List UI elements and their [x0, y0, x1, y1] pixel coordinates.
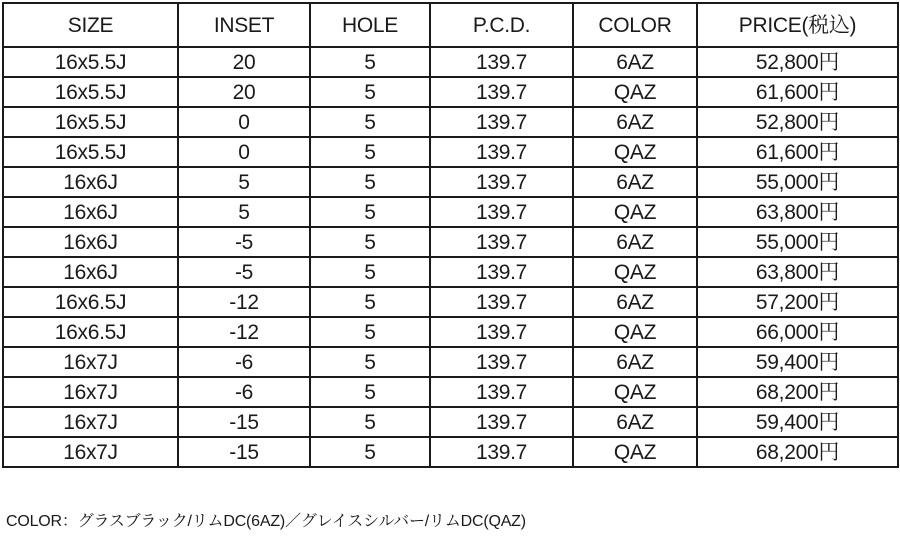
inset-cell: 20: [178, 77, 310, 107]
color-footnote: COLOR：グラスブラック/リムDC(6AZ)／グレイスシルバー/リムDC(QAZ): [6, 513, 526, 530]
hole-cell: 5: [310, 47, 430, 77]
header-pcd: P.C.D.: [430, 3, 573, 47]
color-cell: 6AZ: [573, 347, 697, 377]
inset-cell: -6: [178, 347, 310, 377]
hole-cell: 5: [310, 107, 430, 137]
price-cell: 52,800円: [697, 47, 898, 77]
color-cell: 6AZ: [573, 227, 697, 257]
price-cell: 59,400円: [697, 407, 898, 437]
table-row: [3, 347, 898, 377]
table-header-row: [3, 3, 898, 47]
inset-cell: -15: [178, 437, 310, 467]
size-cell: 16x6.5J: [3, 287, 178, 317]
pcd-cell: 139.7: [430, 377, 573, 407]
price-cell: 63,800円: [697, 197, 898, 227]
color-cell: QAZ: [573, 257, 697, 287]
hole-cell: 5: [310, 137, 430, 167]
inset-cell: -5: [178, 257, 310, 287]
table-row: [3, 107, 898, 137]
inset-cell: 20: [178, 47, 310, 77]
inset-cell: -12: [178, 287, 310, 317]
color-cell: QAZ: [573, 77, 697, 107]
size-cell: 16x7J: [3, 347, 178, 377]
price-cell: 59,400円: [697, 347, 898, 377]
inset-cell: -15: [178, 407, 310, 437]
price-cell: 66,000円: [697, 317, 898, 347]
inset-cell: 5: [178, 167, 310, 197]
inset-cell: -5: [178, 227, 310, 257]
hole-cell: 5: [310, 287, 430, 317]
hole-cell: 5: [310, 347, 430, 377]
table-row: [3, 377, 898, 407]
hole-cell: 5: [310, 317, 430, 347]
pcd-cell: 139.7: [430, 77, 573, 107]
size-cell: 16x5.5J: [3, 107, 178, 137]
price-cell: 55,000円: [697, 227, 898, 257]
table-row: [3, 77, 898, 107]
header-size: SIZE: [3, 3, 178, 47]
color-cell: 6AZ: [573, 407, 697, 437]
size-cell: 16x6J: [3, 257, 178, 287]
header-color: COLOR: [573, 3, 697, 47]
size-cell: 16x6J: [3, 227, 178, 257]
header-hole: HOLE: [310, 3, 430, 47]
color-cell: QAZ: [573, 197, 697, 227]
table-row: [3, 287, 898, 317]
color-cell: QAZ: [573, 317, 697, 347]
hole-cell: 5: [310, 257, 430, 287]
table-row: [3, 437, 898, 467]
inset-cell: 0: [178, 107, 310, 137]
price-cell: 63,800円: [697, 257, 898, 287]
table-row: [3, 137, 898, 167]
header-inset: INSET: [178, 3, 310, 47]
price-cell: 57,200円: [697, 287, 898, 317]
price-cell: 68,200円: [697, 437, 898, 467]
size-cell: 16x7J: [3, 377, 178, 407]
size-cell: 16x5.5J: [3, 77, 178, 107]
size-cell: 16x6J: [3, 197, 178, 227]
price-cell: 61,600円: [697, 137, 898, 167]
color-cell: QAZ: [573, 437, 697, 467]
color-cell: 6AZ: [573, 47, 697, 77]
pcd-cell: 139.7: [430, 197, 573, 227]
hole-cell: 5: [310, 377, 430, 407]
table-row: [3, 227, 898, 257]
color-cell: 6AZ: [573, 287, 697, 317]
price-cell: 68,200円: [697, 377, 898, 407]
price-cell: 55,000円: [697, 167, 898, 197]
hole-cell: 5: [310, 77, 430, 107]
table-row: [3, 167, 898, 197]
size-cell: 16x6.5J: [3, 317, 178, 347]
color-cell: 6AZ: [573, 107, 697, 137]
pcd-cell: 139.7: [430, 407, 573, 437]
inset-cell: -12: [178, 317, 310, 347]
hole-cell: 5: [310, 437, 430, 467]
size-cell: 16x5.5J: [3, 137, 178, 167]
header-price: PRICE(税込): [697, 3, 898, 47]
size-cell: 16x5.5J: [3, 47, 178, 77]
table-row: [3, 197, 898, 227]
pcd-cell: 139.7: [430, 317, 573, 347]
pcd-cell: 139.7: [430, 227, 573, 257]
hole-cell: 5: [310, 167, 430, 197]
hole-cell: 5: [310, 227, 430, 257]
inset-cell: 0: [178, 137, 310, 167]
price-cell: 61,600円: [697, 77, 898, 107]
price-cell: 52,800円: [697, 107, 898, 137]
pcd-cell: 139.7: [430, 107, 573, 137]
table-row: [3, 407, 898, 437]
pcd-cell: 139.7: [430, 167, 573, 197]
color-cell: QAZ: [573, 377, 697, 407]
pcd-cell: 139.7: [430, 347, 573, 377]
table-row: [3, 257, 898, 287]
wheel-spec-table: [2, 2, 899, 468]
inset-cell: -6: [178, 377, 310, 407]
table-row: [3, 317, 898, 347]
inset-cell: 5: [178, 197, 310, 227]
hole-cell: 5: [310, 197, 430, 227]
hole-cell: 5: [310, 407, 430, 437]
color-cell: QAZ: [573, 137, 697, 167]
pcd-cell: 139.7: [430, 437, 573, 467]
size-cell: 16x7J: [3, 437, 178, 467]
color-cell: 6AZ: [573, 167, 697, 197]
pcd-cell: 139.7: [430, 137, 573, 167]
pcd-cell: 139.7: [430, 257, 573, 287]
size-cell: 16x7J: [3, 407, 178, 437]
table-body: [3, 47, 898, 467]
pcd-cell: 139.7: [430, 47, 573, 77]
table-row: [3, 47, 898, 77]
size-cell: 16x6J: [3, 167, 178, 197]
pcd-cell: 139.7: [430, 287, 573, 317]
